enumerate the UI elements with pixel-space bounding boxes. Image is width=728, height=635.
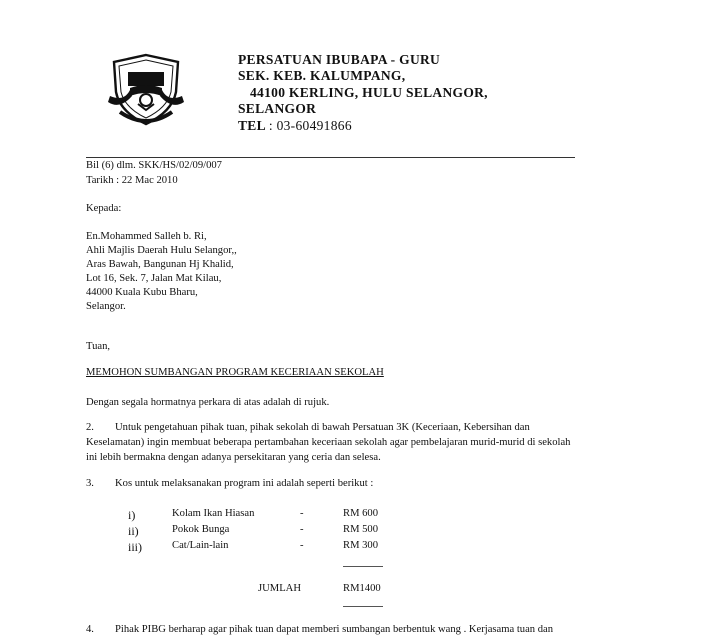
- paragraph-3-number: 3.: [86, 478, 94, 489]
- total-label: JUMLAH: [258, 583, 301, 594]
- letterhead-tel: [238, 118, 352, 134]
- tel-value: : 03-60491866: [268, 118, 352, 133]
- cost-item-amount: RM 600: [343, 508, 379, 519]
- reference-bil: Bil (6) dlm. SKK/HS/02/09/007: [86, 160, 222, 171]
- letterhead-divider: [86, 157, 575, 158]
- paragraph-2-line: ini lebih bermakna dengan adanya persekitaran yang ceria dan selesa.: [86, 452, 381, 463]
- paragraph-4-text: Pihak PIBG berharap agar pihak tuan dapat memberi sumbangan berbentuk wang . Kerjasama tuan dan: [115, 624, 554, 635]
- total-underline: [343, 606, 383, 607]
- kepada-label: Kepada:: [86, 203, 122, 214]
- cost-item-amount: RM 300: [343, 540, 379, 551]
- cost-item-dash: -: [300, 508, 304, 519]
- cost-item-amount: RM 500: [343, 524, 379, 535]
- cost-item-name: Cat/Lain-lain: [172, 540, 229, 551]
- paragraph-2-line: Untuk pengetahuan pihak tuan, pihak sekolah di bawah Persatuan 3K (Keceriaan, Kebersihan dan: [115, 422, 530, 433]
- cost-item-dash: -: [300, 524, 304, 535]
- cost-item-number: i): [128, 508, 136, 522]
- cost-item-number: ii): [128, 524, 139, 538]
- cost-item-name: Kolam Ikan Hiasan: [172, 508, 255, 519]
- school-crest-logo: [106, 52, 186, 128]
- opening-paragraph: Dengan segala hormatnya perkara di atas adalah di rujuk.: [86, 397, 330, 408]
- subject-heading: MEMOHON SUMBANGAN PROGRAM KECERIAAN SEKOLAH: [86, 367, 384, 378]
- paragraph-2-line: Keselamatan) ingin membuat beberapa pertambahan keceriaan sekolah agar pembelajaran murid-murid di sekolah: [86, 437, 571, 448]
- recipient-line: Lot 16, Sek. 7, Jalan Mat Kilau,: [86, 273, 222, 284]
- subtotal-line: [343, 566, 383, 567]
- recipient-line: En.Mohammed Salleh b. Ri,: [86, 231, 207, 242]
- recipient-line: Selangor.: [86, 301, 126, 312]
- letterhead-line3: 44100 KERLING, HULU SELANGOR,: [250, 85, 488, 100]
- cost-item-dash: -: [300, 540, 304, 551]
- paragraph-4-number: 4.: [86, 624, 94, 635]
- letterhead-line4: SELANGOR: [238, 101, 317, 116]
- paragraph-3-text: Kos untuk melaksanakan program ini adalah seperti berikut :: [115, 478, 374, 489]
- paragraph-2-number: 2.: [86, 422, 94, 433]
- tel-label: TEL: [238, 118, 266, 133]
- letterhead-line2: SEK. KEB. KALUMPANG,: [238, 68, 406, 83]
- recipient-line: Ahli Majlis Daerah Hulu Selangor,,: [86, 245, 237, 256]
- recipient-line: Aras Bawah, Bangunan Hj Khalid,: [86, 259, 234, 270]
- letterhead-line1: PERSATUAN IBUBAPA - GURU: [238, 52, 441, 67]
- total-value: RM1400: [343, 583, 381, 594]
- salutation: Tuan,: [86, 341, 111, 352]
- reference-tarikh: Tarikh : 22 Mac 2010: [86, 175, 178, 186]
- recipient-line: 44000 Kuala Kubu Bharu,: [86, 287, 198, 298]
- cost-item-name: Pokok Bunga: [172, 524, 230, 535]
- cost-item-number: iii): [128, 540, 142, 554]
